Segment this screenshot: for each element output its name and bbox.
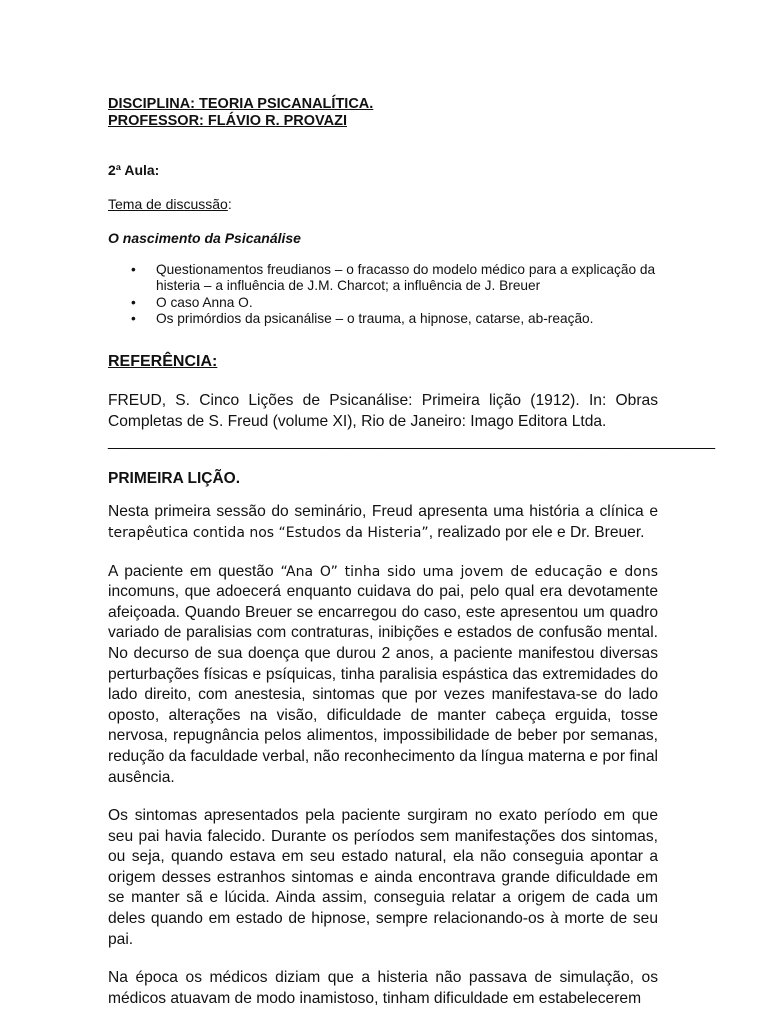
separator-rule: ______________________________________________________________________	[108, 433, 716, 451]
paragraph-text: , realizado por ele e Dr. Breuer.	[428, 523, 645, 541]
bullet-icon: •	[131, 294, 136, 310]
theme-label-colon: :	[227, 196, 232, 212]
discipline-title: DISCIPLINA: TEORIA PSICANALÍTICA.	[108, 96, 374, 112]
paragraph-text: A paciente em questão	[108, 562, 274, 580]
bullet-icon: •	[131, 262, 136, 277]
bullet-text: Questionamentos freudianos – o fracasso do modelo médico para a explicação da histeria – a influência de J.M. Charcot; a influência de J. Breuer	[156, 262, 656, 294]
paragraph-text: incomuns, que adoecerá enquanto cuidava do pai, pelo qual era devotamente afeiçoada. Quando Breuer se encarregou do caso, este apresentou um quadro variado de paralisias com contraturas, inibições e estados de confusão mental. No decurso de sua doença que durou 2 anos, a paciente manifestou diversas perturbações físicas e psíquicas, tinha paralisia espástica das extremidades do lado direito, com anestesia, sintomas que por vezes manifestava-se do lado oposto, alterações na visão, dificuldade de manter cabeça erguida, tosse nervosa, repugnância pelos alimentos, impossibilidade de beber por semanas, redução da faculdade verbal, não reconhecimento da língua materna e por final ausência.	[108, 583, 658, 786]
topic-title: O nascimento da Psicanálise	[108, 230, 301, 246]
class-number: 2ª Aula:	[108, 162, 160, 178]
bullet-text: O caso Anna O.	[156, 294, 253, 310]
theme-label-text: Tema de discussão	[108, 196, 228, 212]
bullet-text: Os primórdios da psicanálise – o trauma, a hipnose, catarse, ab-reação.	[156, 310, 594, 326]
list-item	[131, 310, 658, 327]
professor-title: PROFESSOR: FLÁVIO R. PROVAZI	[108, 113, 347, 129]
paragraph-intro	[108, 502, 658, 543]
paragraph-case	[108, 562, 658, 789]
section-heading: PRIMEIRA LIÇÃO.	[108, 470, 241, 488]
paragraph-text: Nesta primeira sessão do seminário, Freud apresenta uma história a clínica e	[108, 503, 658, 521]
bullet-icon: •	[131, 310, 136, 326]
topic-bullet-list	[108, 262, 658, 327]
reference-text: FREUD, S. Cinco Lições de Psicanálise: Primeira lição (1912). In: Obras Completas de S. Freud (volume XI), Rio de Janeiro: Imago Editora Ltda.	[108, 392, 658, 430]
paragraph-symptoms: Os sintomas apresentados pela paciente surgiram no exato período em que seu pai havia falecido. Durante os períodos sem manifestações dos sintomas, ou seja, quando estava em seu estado natural, ela não conseguia apontar a origem desses estranhos sintomas e ainda encontrava grande dificuldade em se manter sã e lúcida. Ainda assim, conseguia relatar a origem de cada um deles quando em estado de hipnose, sempre relacionando-os à morte de seu pai.	[108, 807, 658, 948]
reference-heading: REFERÊNCIA:	[108, 353, 218, 371]
list-item	[131, 294, 658, 311]
paragraph-text: terapêutica contida nos “Estudos da Histeria”	[108, 524, 429, 541]
discussion-theme-label	[108, 196, 658, 212]
list-item	[131, 262, 658, 295]
paragraph-doctors: Na época os médicos diziam que a histeria não passava de simulação, os médicos atuavam de modo inamistoso, tinham dificuldade em estabelecerem	[108, 969, 658, 1007]
paragraph-text: “Ana O” tinha sido uma jovem de educação e dons	[273, 563, 658, 580]
